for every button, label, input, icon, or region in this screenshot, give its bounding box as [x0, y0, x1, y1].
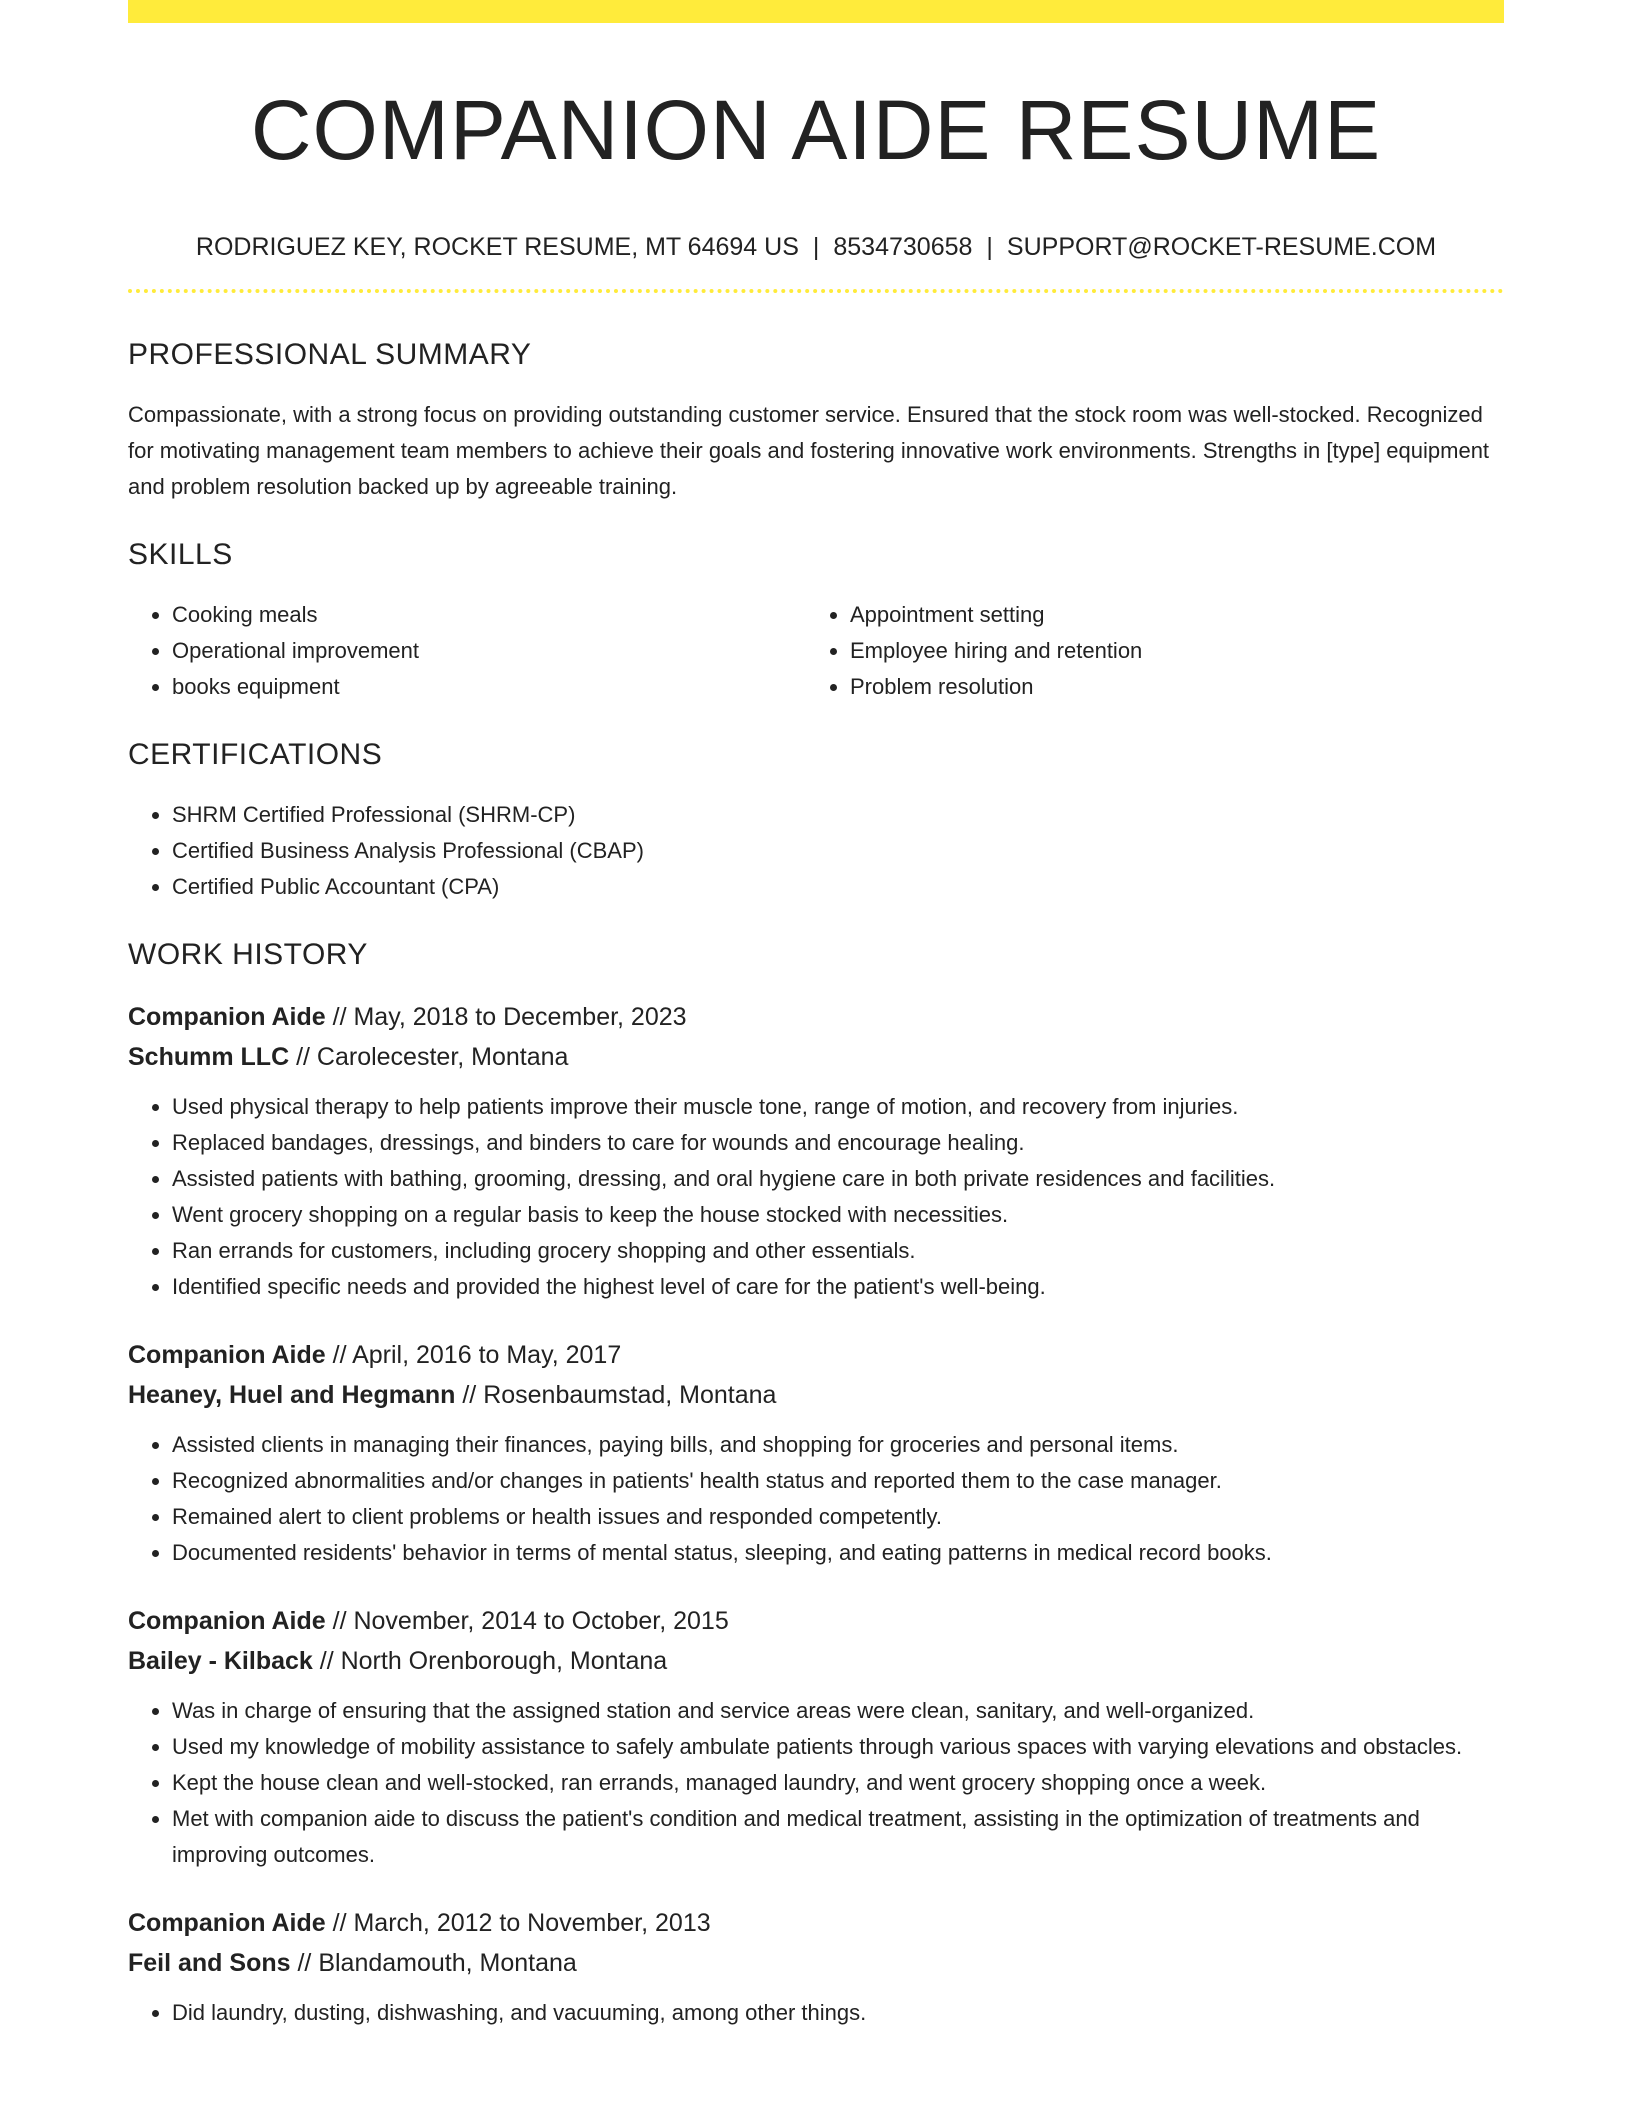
skill-item: • Operational improvement — [172, 633, 806, 669]
skill-item: • Cooking meals — [172, 597, 806, 633]
certification-item: • SHRM Certified Professional (SHRM-CP) — [172, 797, 1504, 833]
job-company-line — [128, 1375, 1504, 1415]
job-company: Feil and Sons — [128, 1949, 291, 1977]
job-company-line — [128, 1641, 1504, 1681]
job-bullet: • Did laundry, dusting, dishwashing, and vacuuming, among other things. — [172, 1995, 1504, 2031]
job-bullet: • Kept the house clean and well-stocked, ran errands, managed laundry, and went grocery shopping once a week. — [172, 1765, 1504, 1801]
contact-email: SUPPORT@ROCKET-RESUME.COM — [1006, 233, 1437, 261]
contact-line — [128, 232, 1504, 262]
job-bullets — [128, 1693, 1504, 1873]
skills-heading: SKILLS — [128, 538, 233, 571]
job-title: Companion Aide — [128, 1909, 326, 1937]
skill-item: • books equipment — [172, 669, 806, 705]
job-bullet: • Used my knowledge of mobility assistance to safely ambulate patients through various spaces with varying elevations and obstacles. — [172, 1729, 1504, 1765]
job-bullet: • Assisted clients in managing their finances, paying bills, and shopping for groceries and personal items. — [172, 1427, 1504, 1463]
summary-text: Compassionate, with a strong focus on providing outstanding customer service. Ensured that the stock room was well-stocked. Recognized for motivating management team members to achieve their goals and fostering innovative work environments. Strengths in [type] equipment and problem resolution backed up by agreeable training. — [128, 402, 1490, 499]
job-bullet: • Was in charge of ensuring that the assigned station and service areas were clean, sanitary, and well-organized. — [172, 1693, 1504, 1729]
dotted-divider — [128, 289, 1504, 293]
job-bullets — [128, 1089, 1504, 1305]
job-company: Bailey - Kilback — [128, 1647, 313, 1675]
job-location: // North Orenborough, Montana — [319, 1647, 668, 1675]
job-company-line — [128, 1943, 1504, 1983]
skills-list-left — [128, 597, 806, 705]
certification-item: • Certified Business Analysis Professional (CBAP) — [172, 833, 1504, 869]
certification-item: • Certified Public Accountant (CPA) — [172, 869, 1504, 905]
resume-content — [128, 0, 1504, 2031]
job-entry — [128, 997, 1504, 1305]
job-title-line — [128, 1903, 1504, 1943]
job-entry — [128, 1335, 1504, 1571]
skill-item: • Employee hiring and retention — [850, 633, 1484, 669]
summary-heading: PROFESSIONAL SUMMARY — [128, 338, 532, 371]
job-bullets — [128, 1427, 1504, 1571]
job-location: // Blandamouth, Montana — [297, 1949, 577, 1977]
skills-grid — [128, 597, 1504, 705]
job-location: // Rosenbaumstad, Montana — [462, 1381, 777, 1409]
job-bullet: • Remained alert to client problems or health issues and responded competently. — [172, 1499, 1504, 1535]
job-title: Companion Aide — [128, 1003, 326, 1031]
job-title-line — [128, 997, 1504, 1037]
certifications-heading: CERTIFICATIONS — [128, 738, 383, 771]
job-bullet: • Ran errands for customers, including grocery shopping and other essentials. — [172, 1233, 1504, 1269]
job-location: // Carolecester, Montana — [296, 1043, 569, 1071]
job-company: Schumm LLC — [128, 1043, 290, 1071]
contact-separator: | — [812, 233, 820, 261]
skill-item: • Appointment setting — [850, 597, 1484, 633]
job-bullet: • Assisted patients with bathing, grooming, dressing, and oral hygiene care in both private residences and facilities. — [172, 1161, 1504, 1197]
job-entry — [128, 1903, 1504, 2031]
certifications-list — [128, 797, 1504, 905]
skills-list-right — [806, 597, 1484, 705]
resume-title: COMPANION AIDE RESUME — [250, 83, 1382, 177]
job-bullet: • Met with companion aide to discuss the patient's condition and medical treatment, assisting in the optimization of treatments and improving outcomes. — [172, 1801, 1504, 1873]
skill-item: • Problem resolution — [850, 669, 1484, 705]
job-company: Heaney, Huel and Hegmann — [128, 1381, 456, 1409]
job-company-line — [128, 1037, 1504, 1077]
job-dates: // April, 2016 to May, 2017 — [332, 1341, 622, 1369]
contact-separator: | — [986, 233, 993, 261]
job-title: Companion Aide — [128, 1607, 326, 1635]
job-bullet: • Used physical therapy to help patients improve their muscle tone, range of motion, and recovery from injuries. — [172, 1089, 1504, 1125]
job-bullet: • Identified specific needs and provided the highest level of care for the patient's well-being. — [172, 1269, 1504, 1305]
job-title: Companion Aide — [128, 1341, 326, 1369]
job-title-line — [128, 1335, 1504, 1375]
job-bullet: • Replaced bandages, dressings, and binders to care for wounds and encourage healing. — [172, 1125, 1504, 1161]
contact-address: RODRIGUEZ KEY, ROCKET RESUME, MT 64694 US — [195, 233, 799, 261]
job-dates: // March, 2012 to November, 2013 — [332, 1909, 711, 1937]
job-bullets — [128, 1995, 1504, 2031]
job-bullet: • Recognized abnormalities and/or changes in patients' health status and reported them to the case manager. — [172, 1463, 1504, 1499]
job-dates: // May, 2018 to December, 2023 — [332, 1003, 687, 1031]
work-history-heading: WORK HISTORY — [128, 938, 368, 971]
job-title-line — [128, 1601, 1504, 1641]
job-entry — [128, 1601, 1504, 1873]
job-dates: // November, 2014 to October, 2015 — [332, 1607, 729, 1635]
contact-phone: 8534730658 — [833, 233, 973, 261]
job-bullet: • Went grocery shopping on a regular basis to keep the house stocked with necessities. — [172, 1197, 1504, 1233]
job-bullet: • Documented residents' behavior in terms of mental status, sleeping, and eating patterns in medical record books. — [172, 1535, 1504, 1571]
